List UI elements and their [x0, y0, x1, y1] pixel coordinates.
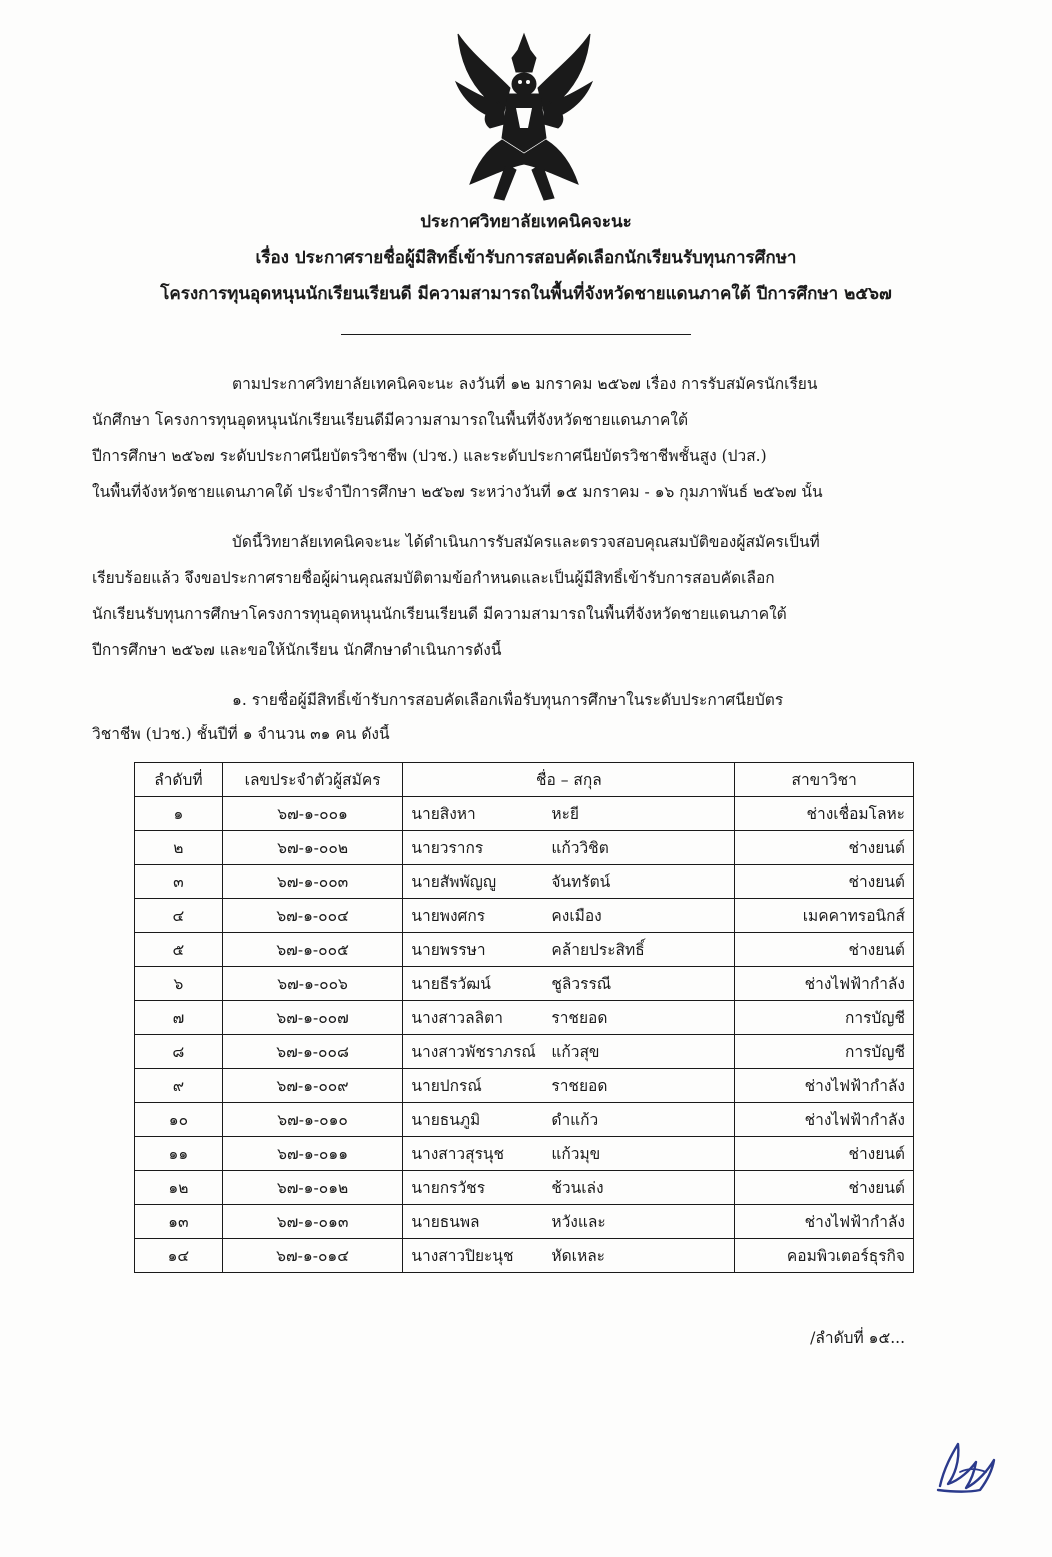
header-name: ชื่อ – สกุล — [403, 763, 735, 797]
row-first-name: นางสาวลลิตา — [411, 1009, 503, 1027]
row-last-name: จันทรัตน์ — [551, 873, 611, 891]
row-applicant-id: ๖๗-๑-๐๐๑ — [222, 797, 403, 831]
row-last-name: ราชยอด — [551, 1077, 608, 1095]
table-row — [135, 1069, 914, 1103]
table-row — [135, 1103, 914, 1137]
row-full-name — [403, 1137, 735, 1171]
row-no: ๕ — [135, 933, 223, 967]
row-applicant-id: ๖๗-๑-๐๐๔ — [222, 899, 403, 933]
row-applicant-id: ๖๗-๑-๐๐๗ — [222, 1001, 403, 1035]
row-applicant-id: ๖๗-๑-๐๐๖ — [222, 967, 403, 1001]
row-major: ช่างยนต์ — [735, 831, 914, 865]
row-no: ๑๓ — [135, 1205, 223, 1239]
row-first-name: นายพรรษา — [411, 941, 486, 959]
row-no: ๑๐ — [135, 1103, 223, 1137]
row-applicant-id: ๖๗-๑-๐๑๓ — [222, 1205, 403, 1239]
row-full-name — [403, 1103, 735, 1137]
header-no: ลำดับที่ — [135, 763, 223, 797]
row-applicant-id: ๖๗-๑-๐๑๑ — [222, 1137, 403, 1171]
table-row — [135, 1137, 914, 1171]
row-full-name — [403, 1171, 735, 1205]
announcement-project: โครงการทุนอุดหนุนนักเรียนเรียนดี มีความสามารถในพื้นที่จังหวัดชายแดนภาคใต้ ปีการศึกษา ๒๕๖๗ — [160, 284, 892, 304]
row-full-name — [403, 1239, 735, 1273]
title-divider — [341, 334, 691, 335]
table-row — [135, 1001, 914, 1035]
candidate-table — [134, 762, 914, 1273]
row-major: ช่างไฟฟ้ากำลัง — [735, 967, 914, 1001]
continued-note: /ลำดับที่ ๑๕... — [810, 1329, 905, 1347]
table-row — [135, 899, 914, 933]
row-major: ช่างไฟฟ้ากำลัง — [735, 1205, 914, 1239]
row-last-name: ราชยอด — [551, 1009, 608, 1027]
row-first-name: นางสาวพัชราภรณ์ — [411, 1043, 536, 1061]
row-last-name: หะยี — [551, 805, 580, 823]
row-applicant-id: ๖๗-๑-๐๐๙ — [222, 1069, 403, 1103]
row-last-name: ดำแก้ว — [551, 1111, 599, 1129]
row-applicant-id: ๖๗-๑-๐๐๒ — [222, 831, 403, 865]
row-major: ช่างยนต์ — [735, 933, 914, 967]
row-last-name: หวังและ — [551, 1213, 606, 1231]
paragraph1-line1: ตามประกาศวิทยาลัยเทคนิคจะนะ ลงวันที่ ๑๒ มกราคม ๒๕๖๗ เรื่อง การรับสมัครนักเรียน — [232, 375, 818, 393]
row-no: ๑๒ — [135, 1171, 223, 1205]
header-major: สาขาวิชา — [735, 763, 914, 797]
paragraph2-line4: ปีการศึกษา ๒๕๖๗ และขอให้นักเรียน นักศึกษาดำเนินการดังนี้ — [92, 641, 502, 659]
row-applicant-id: ๖๗-๑-๐๑๐ — [222, 1103, 403, 1137]
row-first-name: นางสาวสุรนุช — [411, 1145, 505, 1163]
paragraph2-line3: นักเรียนรับทุนการศึกษาโครงการทุนอุดหนุนนักเรียนเรียนดี มีความสามารถในพื้นที่จังหวัดชายแดนภาคใต้ — [92, 605, 787, 623]
row-full-name — [403, 1069, 735, 1103]
row-major: คอมพิวเตอร์ธุรกิจ — [735, 1239, 914, 1273]
row-applicant-id: ๖๗-๑-๐๑๔ — [222, 1239, 403, 1273]
row-last-name: ชูลิวรรณี — [551, 975, 612, 993]
row-applicant-id: ๖๗-๑-๐๐๕ — [222, 933, 403, 967]
paragraph1-line3: ปีการศึกษา ๒๕๖๗ ระดับประกาศนียบัตรวิชาชีพ (ปวช.) และระดับประกาศนียบัตรวิชาชีพชั้นสูง (ปวส.) — [92, 447, 767, 465]
row-no: ๘ — [135, 1035, 223, 1069]
paragraph2-line2: เรียบร้อยแล้ว จึงขอประกาศรายชื่อผู้ผ่านคุณสมบัติตามข้อกำหนดและเป็นผู้มีสิทธิ์เข้ารับการสอบคัดเลือก — [92, 569, 775, 587]
row-applicant-id: ๖๗-๑-๐๐๘ — [222, 1035, 403, 1069]
section1-line2: วิชาชีพ (ปวช.) ชั้นปีที่ ๑ จำนวน ๓๑ คน ดังนี้ — [92, 725, 390, 743]
row-first-name: นายสัพพัญญู — [411, 873, 497, 891]
table-row — [135, 1205, 914, 1239]
row-no: ๑๔ — [135, 1239, 223, 1273]
row-no: ๔ — [135, 899, 223, 933]
row-first-name: นางสาวปิยะนุช — [411, 1247, 514, 1265]
table-header-row — [135, 763, 914, 797]
table-row — [135, 967, 914, 1001]
row-last-name: แก้วสุข — [551, 1043, 600, 1061]
row-major: ช่างยนต์ — [735, 1171, 914, 1205]
row-no: ๗ — [135, 1001, 223, 1035]
row-major: ช่างไฟฟ้ากำลัง — [735, 1103, 914, 1137]
row-full-name — [403, 1001, 735, 1035]
row-no: ๓ — [135, 865, 223, 899]
row-major: ช่างไฟฟ้ากำลัง — [735, 1069, 914, 1103]
row-last-name: ช้วนเล่ง — [551, 1179, 604, 1197]
row-last-name: แก้ววิชิต — [551, 839, 609, 857]
row-last-name: คงเมือง — [551, 907, 602, 925]
row-full-name — [403, 899, 735, 933]
row-full-name — [403, 1205, 735, 1239]
row-major: ช่างเชื่อมโลหะ — [735, 797, 914, 831]
row-full-name — [403, 933, 735, 967]
row-applicant-id: ๖๗-๑-๐๐๓ — [222, 865, 403, 899]
section1-line1: ๑. รายชื่อผู้มีสิทธิ์เข้ารับการสอบคัดเลือกเพื่อรับทุนการศึกษาในระดับประกาศนียบัตร — [232, 691, 784, 709]
table-row — [135, 933, 914, 967]
row-first-name: นายปกรณ์ — [411, 1077, 482, 1095]
row-major: การบัญชี — [735, 1035, 914, 1069]
row-first-name: นายธนพล — [411, 1213, 480, 1231]
row-first-name: นายวรากร — [411, 839, 484, 857]
row-major: ช่างยนต์ — [735, 1137, 914, 1171]
row-first-name: นายกรวัชร — [411, 1179, 486, 1197]
row-first-name: นายสิงหา — [411, 805, 476, 823]
table-row — [135, 797, 914, 831]
signature-icon — [930, 1432, 1004, 1500]
table-row — [135, 1239, 914, 1273]
announcement-subject: เรื่อง ประกาศรายชื่อผู้มีสิทธิ์เข้ารับการสอบคัดเลือกนักเรียนรับทุนการศึกษา — [255, 248, 797, 268]
row-full-name — [403, 797, 735, 831]
row-last-name: หัดเหละ — [551, 1247, 606, 1265]
table-row — [135, 1035, 914, 1069]
row-no: ๖ — [135, 967, 223, 1001]
row-major: เมคคาทรอนิกส์ — [735, 899, 914, 933]
table-row — [135, 831, 914, 865]
paragraph1-line4: ในพื้นที่จังหวัดชายแดนภาคใต้ ประจำปีการศึกษา ๒๕๖๗ ระหว่างวันที่ ๑๕ มกราคม - ๑๖ กุมภาพันธ์ ๒๕๖๗ นั้น — [92, 483, 823, 501]
row-no: ๙ — [135, 1069, 223, 1103]
row-no: ๑๑ — [135, 1137, 223, 1171]
table-row — [135, 1171, 914, 1205]
row-major: ช่างยนต์ — [735, 865, 914, 899]
row-last-name: แก้วมุข — [551, 1145, 601, 1163]
table-row — [135, 865, 914, 899]
row-first-name: นายธีรวัฒน์ — [411, 975, 491, 993]
row-full-name — [403, 831, 735, 865]
row-full-name — [403, 865, 735, 899]
paragraph1-line2: นักศึกษา โครงการทุนอุดหนุนนักเรียนเรียนดีมีความสามารถในพื้นที่จังหวัดชายแดนภาคใต้ — [92, 411, 689, 429]
header-id: เลขประจำตัวผู้สมัคร — [222, 763, 403, 797]
row-first-name: นายพงศกร — [411, 907, 486, 925]
garuda-emblem-icon — [446, 28, 602, 204]
table-body — [135, 797, 914, 1273]
row-no: ๑ — [135, 797, 223, 831]
row-applicant-id: ๖๗-๑-๐๑๒ — [222, 1171, 403, 1205]
announcement-title: ประกาศวิทยาลัยเทคนิคจะนะ — [420, 212, 632, 232]
row-last-name: คล้ายประสิทธิ์ — [551, 941, 645, 959]
paragraph2-line1: บัดนี้วิทยาลัยเทคนิคจะนะ ได้ดำเนินการรับสมัครและตรวจสอบคุณสมบัติของผู้สมัครเป็นที่ — [232, 533, 820, 551]
row-full-name — [403, 967, 735, 1001]
row-first-name: นายธนภูมิ — [411, 1111, 481, 1129]
row-major: การบัญชี — [735, 1001, 914, 1035]
row-full-name — [403, 1035, 735, 1069]
row-no: ๒ — [135, 831, 223, 865]
